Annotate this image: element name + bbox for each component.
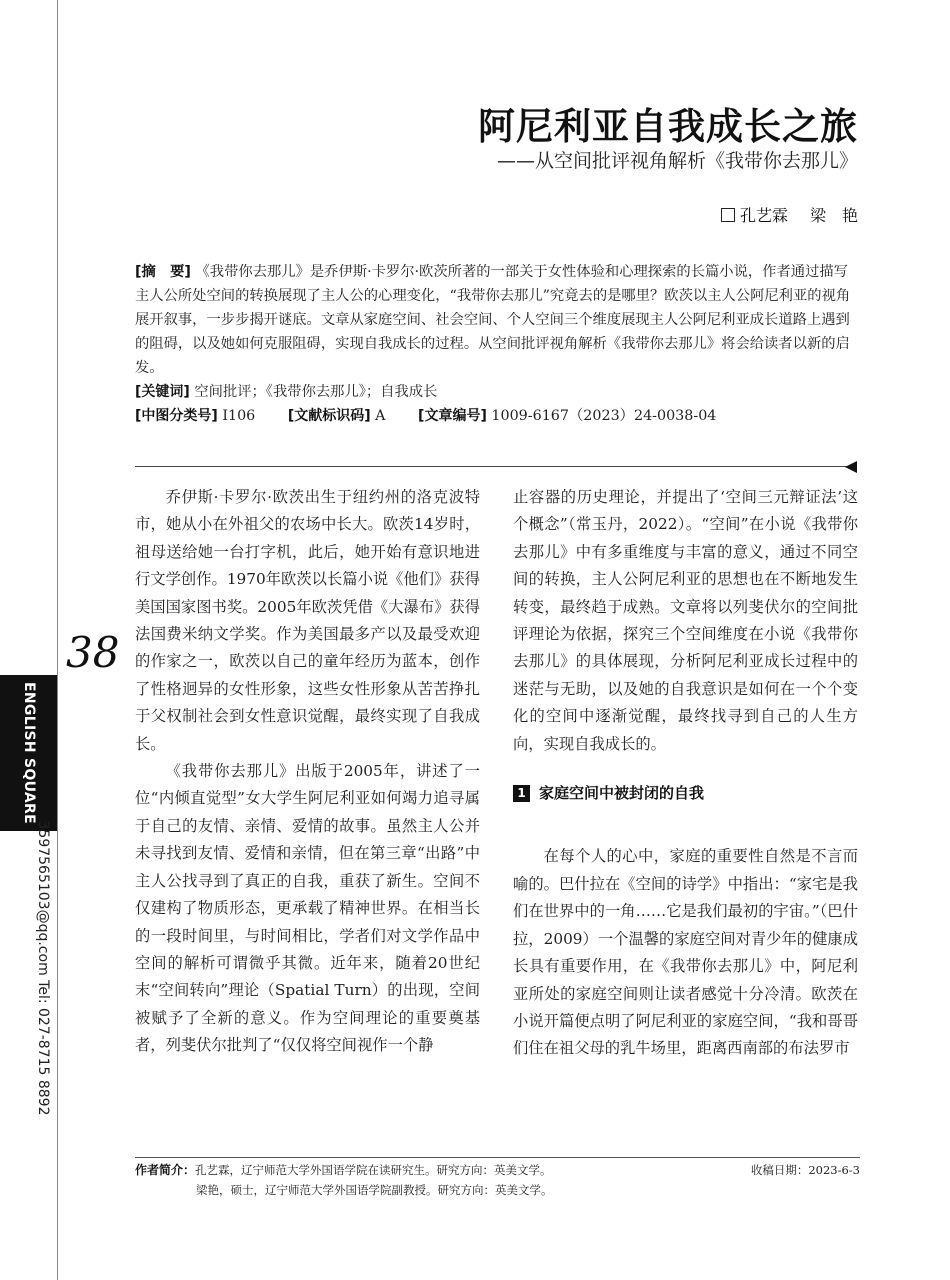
author-bio [135, 1160, 860, 1200]
page-number: 38 [66, 628, 120, 677]
paragraph: 《我带你去那儿》出版于2005年，讲述了一位“内倾直觉型”女大学生阿尼利亚如何竭力追寻属于自己的友情、亲情、爱情的故事。虽然主人公并未寻找到友情、爱情和亲情，但在第三章“出路”中主人公找寻到了真正的自我，重获了新生。空间不仅建构了物质形态，更承载了精神世界。在相当长的一段时间里，与时间相比，学者们对文学作品中空间的解析可谓微乎其微。近年来，随着20世纪末“空间转向”理论（Spatial Turn）的出现，空间被赋予了全新的意义。作为空间理论的重要奠基者，列斐伏尔批判了“仅仅将空间视作一个静 [135, 762, 480, 1055]
clc-value: I106 [222, 408, 256, 424]
article-subtitle: ——从空间批评视角解析《我带你去那儿》 [496, 150, 858, 172]
article-title: 阿尼利亚自我成长之旅 [478, 105, 858, 148]
doc-code-value: A [375, 408, 386, 424]
clc-label: [中图分类号] [135, 408, 218, 424]
abstract-label: [摘 要] [135, 264, 191, 280]
section-title: 家庭空间中被封闭的自我 [539, 784, 705, 803]
classification-row [135, 404, 855, 428]
abstract-block [135, 260, 855, 428]
sidebar-divider [57, 0, 58, 1280]
paragraph: 乔伊斯·卡罗尔·欧茨出生于纽约州的洛克波特市，她从小在外祖父的农场中长大。欧茨14岁时，祖母送给她一台打字机，此后，她开始有意识地进行文学创作。1970年欧茨以长篇小说《他们》获得美国国家图书奖。2005年欧茨凭借《大瀑布》获得法国费米纳文学奖。作为美国最多产以及最受欢迎的作家之一，欧茨以自己的童年经历为蓝本，创作了性格迥异的女性形象，这些女性形象从苦苦挣扎于父权制社会到女性意识觉醒，最终实现了自我成长。 [135, 488, 480, 753]
article-number-value: 1009-6167（2023）24-0038-04 [491, 408, 717, 424]
journal-name: ENGLISH SQUARE [21, 682, 37, 824]
author-name: 孔艺霖 [739, 206, 788, 225]
abstract [135, 260, 855, 380]
bio-line: 孔艺霖，辽宁师范大学外国语学院在读研究生。研究方向：英美文学。 [195, 1163, 552, 1177]
article-number-label: [文章编号] [418, 408, 487, 424]
paragraph: 止容器的历史理论，并提出了‘空间三元辩证法’这个概念”（常玉丹，2022）。“空间”在小说《我带你去那儿》中有多重维度与丰富的意义，通过不同空间的转换，主人公阿尼利亚的思想也在不断地发生转变，最终趋于成熟。文章将以列斐伏尔的空间批评理论为依据，探究三个空间维度在小说《我带你去那儿》的具体展现，分析阿尼利亚成长过程中的迷茫与无助，以及她的自我意识是如何在一个个变化的空间中逐渐觉醒，最终找寻到自己的人生方向，实现自我成长的。 [513, 488, 858, 753]
abstract-text: 《我带你去那儿》是乔伊斯·卡罗尔·欧茨所著的一部关于女性体验和心理探索的长篇小说，作者通过描写主人公所处空间的转换展现了主人公的心理变化，“我带你去那儿”究竟去的是哪里？欧茨以主人公阿尼利亚的视角展开叙事，一步步揭开谜底。文章从家庭空间、社会空间、个人空间三个维度展现主人公阿尼利亚成长道路上遇到的阻碍，以及她如何克服阻碍，实现自我成长的过程。从空间批评视角解析《我带你去那儿》将会给读者以新的启发。 [135, 264, 851, 376]
contact-info: 3597565103@qq.com Tel: 027-8715 8892 [35, 820, 51, 1116]
keywords-text: 空间批评；《我带你去那儿》；自我成长 [194, 384, 438, 400]
divider-rule [135, 466, 847, 467]
right-column [513, 484, 858, 1063]
received-date: 收稿日期：2023-6-3 [750, 1163, 860, 1177]
doc-code-label: [文献标识码] [287, 408, 371, 424]
left-column [135, 484, 480, 1060]
keywords-label: [关键词] [135, 384, 190, 400]
paragraph: 在每个人的心中，家庭的重要性自然是不言而喻的。巴什拉在《空间的诗学》中指出：“家宅是我们在世界中的一角……它是我们最初的宇宙。”（巴什拉，2009）一个温馨的家庭空间对青少年的健康成长具有重要作用，在《我带你去那儿》中，阿尼利亚所处的家庭空间则让读者感觉十分冷清。欧茨在小说开篇便点明了阿尼利亚的家庭空间，“我和哥哥们住在祖父母的乳牛场里，距离西南部的布法罗市 [513, 847, 858, 1058]
square-icon [721, 208, 735, 222]
bio-label: 作者简介： [135, 1163, 196, 1177]
author-name: 梁 艳 [809, 206, 858, 225]
section-number: 1 [513, 785, 530, 802]
section-heading [513, 780, 858, 807]
arrow-left-icon [845, 461, 857, 473]
bio-line: 梁艳，硕士，辽宁师范大学外国语学院副教授。研究方向：英美文学。 [196, 1183, 553, 1197]
keywords [135, 380, 855, 404]
author-line [721, 203, 858, 226]
footnote-rule [135, 1157, 860, 1158]
